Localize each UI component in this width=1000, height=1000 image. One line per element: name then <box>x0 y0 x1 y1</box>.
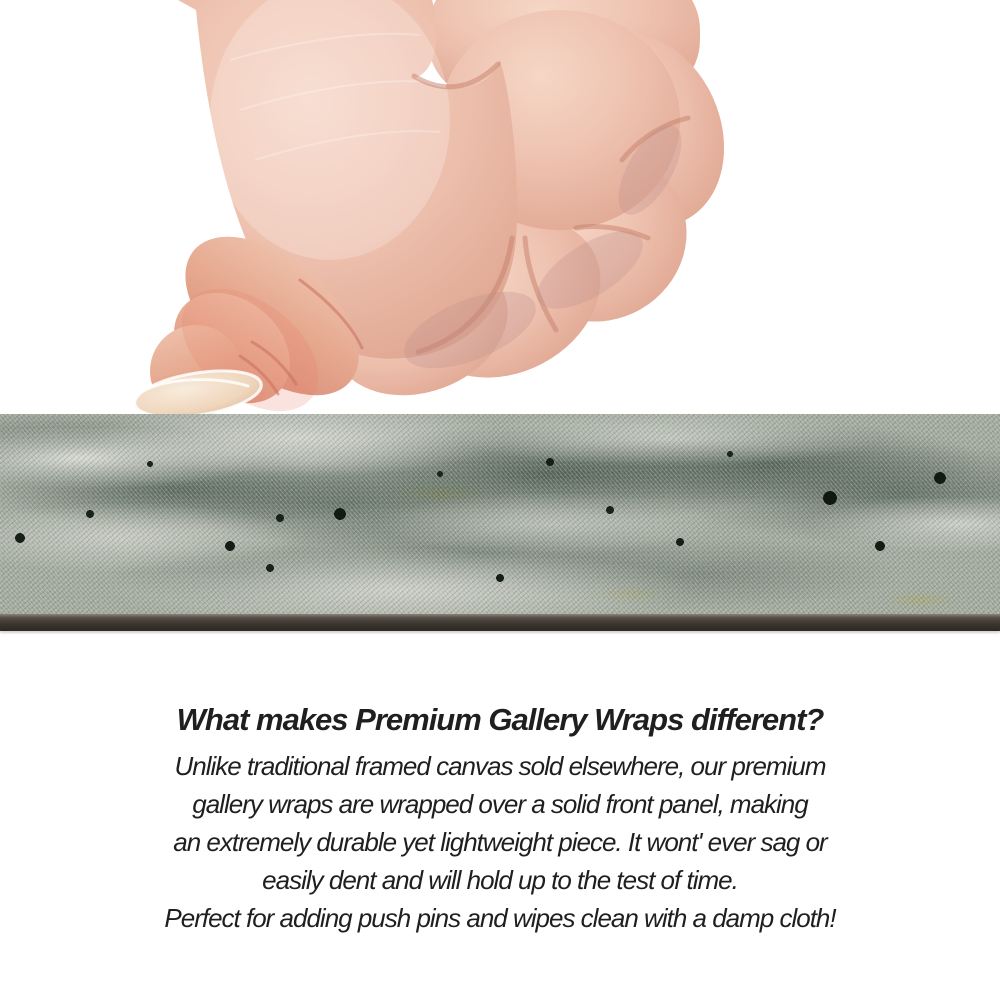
body-line-4: easily dent and will hold up to the test of time. <box>262 865 738 895</box>
thumb <box>132 206 388 436</box>
finger-creases <box>414 64 688 352</box>
headline: What makes Premium Gallery Wraps different? <box>176 702 824 737</box>
body-line-2: gallery wraps are wrapped over a solid front panel, making <box>192 789 808 819</box>
body-line-1: Unlike traditional framed canvas sold elsewhere, our premium <box>174 751 826 781</box>
finger-shadows <box>394 116 694 384</box>
body-line-3: an extremely durable yet lightweight piece. It wont' ever sag or <box>173 827 827 857</box>
marketing-text <box>0 699 1000 937</box>
canvas-strip-photo <box>0 414 1000 631</box>
canvas-front-texture <box>0 414 1000 614</box>
palm <box>160 0 517 359</box>
canvas-bottom-edge <box>0 614 1000 631</box>
body-line-5: Perfect for adding push pins and wipes clean with a damp cloth! <box>164 903 836 933</box>
curled-fingers <box>313 0 754 419</box>
